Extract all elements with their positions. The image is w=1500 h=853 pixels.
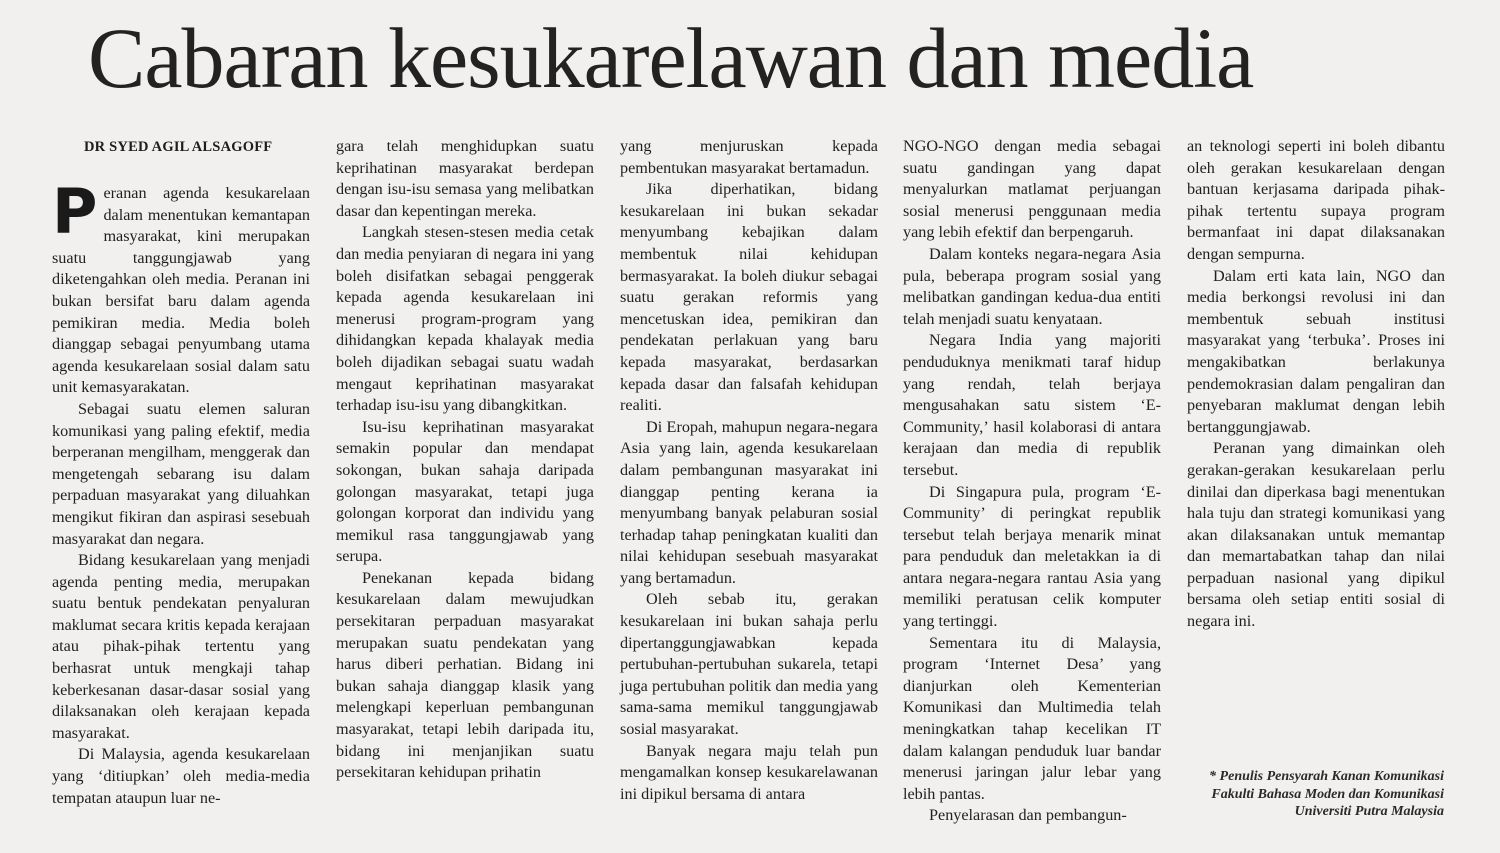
paragraph: Isu-isu keprihatinan masyarakat semakin popular dan mendapat sokongan, bukan sahaja daripada golongan masyarakat, tetapi juga golongan korporat dan individu yang memikul rasa tanggungjawab yang serupa.: [336, 417, 594, 566]
paragraph: Bidang kesukarelaan yang menjadi agenda penting media, merupakan suatu bentuk pendekatan penyaluran maklumat secara kritis kepada kerajaan atau pihak-pihak tertentu yang berhasrat untuk mengkaji tahap keberkesanan dasar-dasar sosial yang dilaksanakan oleh kerajaan kepada masyarakat.: [52, 551, 310, 742]
paragraph: Sebagai suatu elemen saluran komunikasi yang paling efektif, media berperanan mengilham, menggerak dan mengetengah sebarang isu dalam perpaduan masyarakat yang diluahkan mengikut fikiran dan aspirasi sesebuah masyarakat dan negara.: [52, 399, 310, 548]
article-column-1: [52, 175, 310, 809]
drop-cap: P: [52, 175, 98, 248]
author-footnote: [1144, 768, 1444, 821]
paragraph: Penekanan kepada bidang kesukarelaan dalam mewujudkan persekitaran perpaduan masyarakat merupakan suatu pendekatan yang harus diberi perhatian. Bidang ini bukan sahaja dianggap klasik yang melengkapi keperluan pembangunan masyarakat, tetapi lebih daripada itu, bidang ini menjanjikan suatu persekitaran kehidupan prihatin: [336, 568, 594, 782]
paragraph: Di Malaysia, agenda kesukarelaan yang ‘ditiupkan’ oleh media-media tempatan ataupun luar ne-: [52, 745, 310, 807]
paragraph: Dalam konteks negara-negara Asia pula, beberapa program sosial yang melibatkan gandingan kedua-dua entiti telah menjadi suatu kenyataan.: [903, 244, 1161, 328]
paragraph: NGO-NGO dengan media sebagai suatu gandingan yang dapat menyalurkan matlamat perjuangan sosial menerusi penggunaan media yang lebih efektif dan berpengaruh.: [903, 137, 1161, 242]
paragraph: Jika diperhatikan, bidang kesukarelaan ini bukan sekadar menyumbang kebajikan dalam membentuk nilai kehidupan bermasyarakat. Ia boleh diukur sebagai suatu gerakan reformis yang mencetuskan idea, pemikiran dan pendekatan perlakuan yang baru kepada masyarakat, berdasarkan kepada dasar dan falsafah kehidupan realiti.: [620, 180, 878, 415]
article-headline: Cabaran kesukarelawan dan media: [88, 10, 1254, 106]
footnote-line: * Penulis Pensyarah Kanan Komunikasi: [1209, 769, 1444, 784]
paragraph: Banyak negara maju telah pun mengamalkan konsep kesukarelawanan ini dipikul bersama di antara: [620, 741, 878, 803]
paragraph: Penyelarasan dan pembangun-: [929, 806, 1127, 825]
paragraph: Sementara itu di Malaysia, program ‘Internet Desa’ yang dianjurkan oleh Kementerian Komunikasi dan Multimedia telah meningkatkan tahap kecelikan IT dalam kalangan penduduk luar bandar menerusi jaringan jalur lebar yang lebih pantas.: [903, 633, 1161, 803]
paragraph: Dalam erti kata lain, NGO dan media berkongsi revolusi ini dan membentuk sebuah institusi masyarakat yang ‘terbuka’. Proses ini mengakibatkan berlakunya pendemokrasian dalam pengaliran dan penyebaran maklumat dengan lebih bertanggungjawab.: [1187, 266, 1445, 436]
article-byline: DR SYED AGIL ALSAGOFF: [84, 139, 273, 155]
paragraph: Negara India yang majoriti penduduknya menikmati taraf hidup yang rendah, telah berjaya mengusahakan satu sistem ‘E-Community,’ hasil kolaborasi di antara kerajaan dan media di republik tersebut.: [903, 331, 1161, 479]
paragraph: Peranan yang dimainkan oleh gerakan-gerakan kesukarelaan perlu dinilai dan diperkasa bagi menentukan hala tuju dan strategi komunikasi yang akan dilaksanakan untuk memantap dan memartabatkan tahap dan nilai perpaduan nasional yang dipikul bersama oleh setiap entiti sosial di negara ini.: [1187, 439, 1445, 631]
paragraph: yang menjuruskan kepada pembentukan masyarakat bertamadun.: [620, 137, 878, 177]
article-column-2: [336, 136, 594, 784]
paragraph: Di Singapura pula, program ‘E-Community’ di peringkat republik tersebut telah berjaya menarik minat para penduduk dan meletakkan ia di antara negara-negara rantau Asia yang memiliki peratusan celik komputer yang tertinggi.: [903, 482, 1161, 631]
article-column-5: [1187, 136, 1445, 633]
paragraph: Oleh sebab itu, gerakan kesukarelaan ini bukan sahaja perlu dipertanggungjawabkan kepada pertubuhan-pertubuhan sukarela, tetapi juga pertubuhan politik dan media yang sama-sama memikul tanggungjawab sosial masyarakat.: [620, 590, 878, 739]
footnote-line: Universiti Putra Malaysia: [1294, 804, 1444, 819]
paragraph: Langkah stesen-stesen media cetak dan media penyiaran di negara ini yang boleh disifatkan sebagai penggerak kepada agenda kesukarelaan ini menerusi program-program yang dihidangkan kepada khalayak media boleh dijadikan sebagai suatu wadah mengaut keprihatinan masyarakat terhadap isu-isu yang dibangkitkan.: [336, 223, 594, 415]
paragraph: Di Eropah, mahupun negara-negara Asia yang lain, agenda kesukarelaan dalam pembangunan masyarakat ini dianggap penting kerana ia menyumbang banyak pelaburan sosial terhadap tahap peningkatan kualiti dan nilai kehidupan sesebuah masyarakat yang bertamadun.: [620, 417, 878, 587]
paragraph: an teknologi seperti ini boleh dibantu oleh gerakan kesukarelaan dengan bantuan kerjasama daripada pihak-pihak tertentu supaya program bermanfaat ini dapat dilaksanakan dengan sempurna.: [1187, 137, 1445, 263]
paragraph-text: eranan agenda kesukarelaan dalam menentukan kemantapan masyarakat, kini merupakan suatu tanggungjawab yang diketengahkan oleh media. Peranan ini bukan bersifat baru dalam agenda pemikiran media. Media boleh dianggap sebagai penyumbang utama agenda kesukarelaan sosial dalam satu unit kemasyarakatan.: [52, 184, 310, 397]
article-column-4: [903, 136, 1161, 827]
article-column-3: [620, 136, 878, 805]
paragraph: gara telah menghidupkan suatu keprihatinan masyarakat berdepan dengan isu-isu semasa yang melibatkan dasar dan kepentingan mereka.: [336, 137, 594, 220]
footnote-line: Fakulti Bahasa Moden dan Komunikasi: [1211, 786, 1444, 802]
paragraph: [52, 175, 310, 399]
